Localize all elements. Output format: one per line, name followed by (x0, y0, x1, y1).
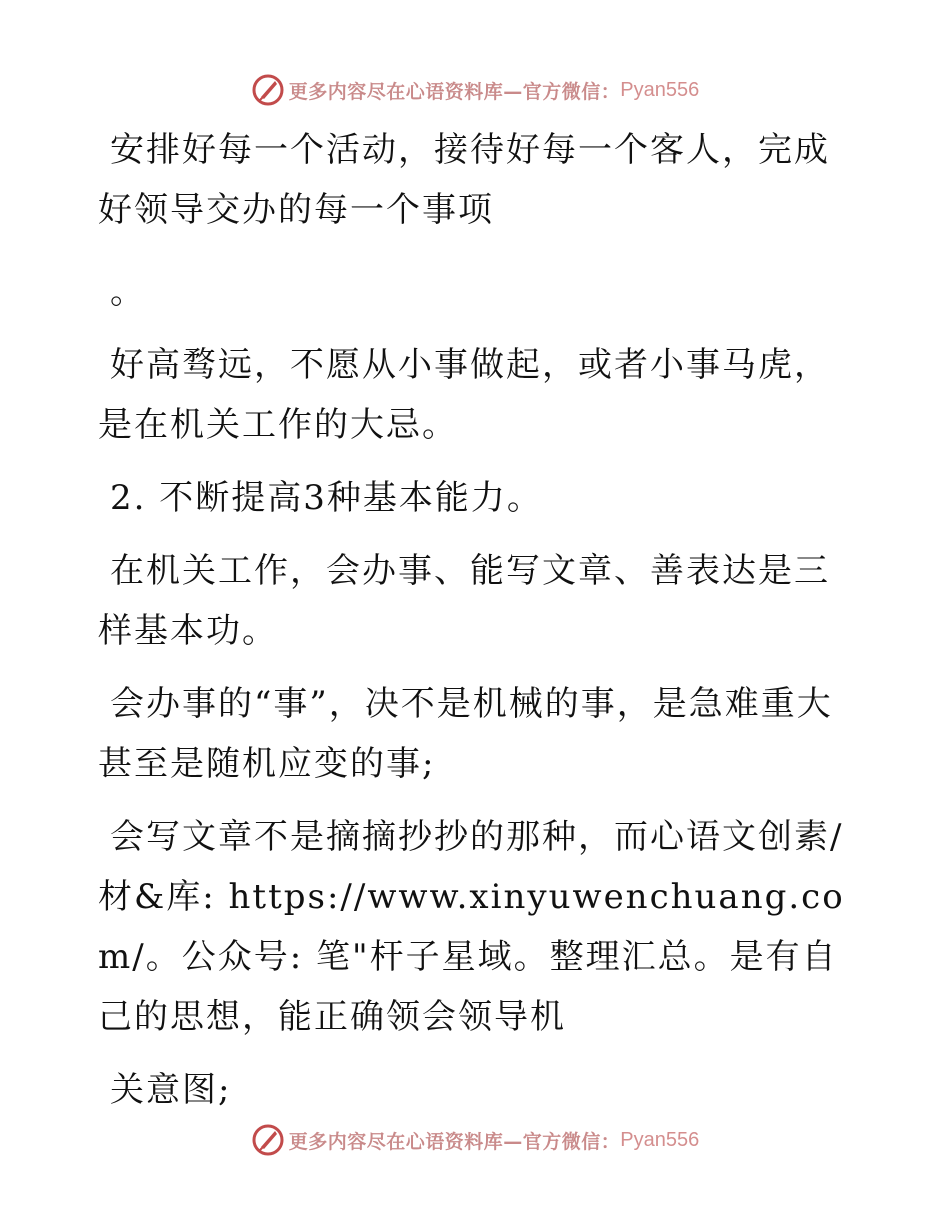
quill-logo-icon (251, 73, 285, 107)
footer-watermark (0, 1120, 950, 1160)
watermark-text: 更多内容尽在心语资料库—官方微信： (288, 80, 621, 103)
section-heading: 2. 不断提高3种基本能力。 (110, 478, 543, 518)
paragraph: 好高骛远，不愿从小事做起，或者小事马虎，是在机关工作的大忌。 (98, 345, 830, 445)
watermark-wechat-id: Pyan556 (620, 1128, 700, 1151)
quill-logo-icon (251, 1123, 285, 1157)
watermark-text: 更多内容尽在心语资料库—官方微信： (288, 1130, 621, 1153)
paragraph: 在机关工作，会办事、能写文章、善表达是三样基本功。 (98, 551, 830, 651)
paragraph: 安排好每一个活动，接待好每一个客人，完成好领导交办的每一个事项 (98, 130, 830, 230)
paragraph: 会写文章不是摘摘抄抄的那种，而心语文创素/材&库: https://www.xinyuwenchuang.com/。公众号: 笔"杆子星域。整理汇总。是有自己的思想，能正确领会领导机 (98, 817, 845, 1037)
paragraph: 。 (110, 272, 146, 312)
paragraph: 会办事的“事”，决不是机械的事，是急难重大甚至是随机应变的事; (98, 684, 833, 784)
header-watermark (0, 70, 950, 110)
paragraph: 关意图; (110, 1070, 232, 1110)
document-body (98, 120, 858, 1133)
watermark-wechat-id: Pyan556 (620, 78, 700, 101)
